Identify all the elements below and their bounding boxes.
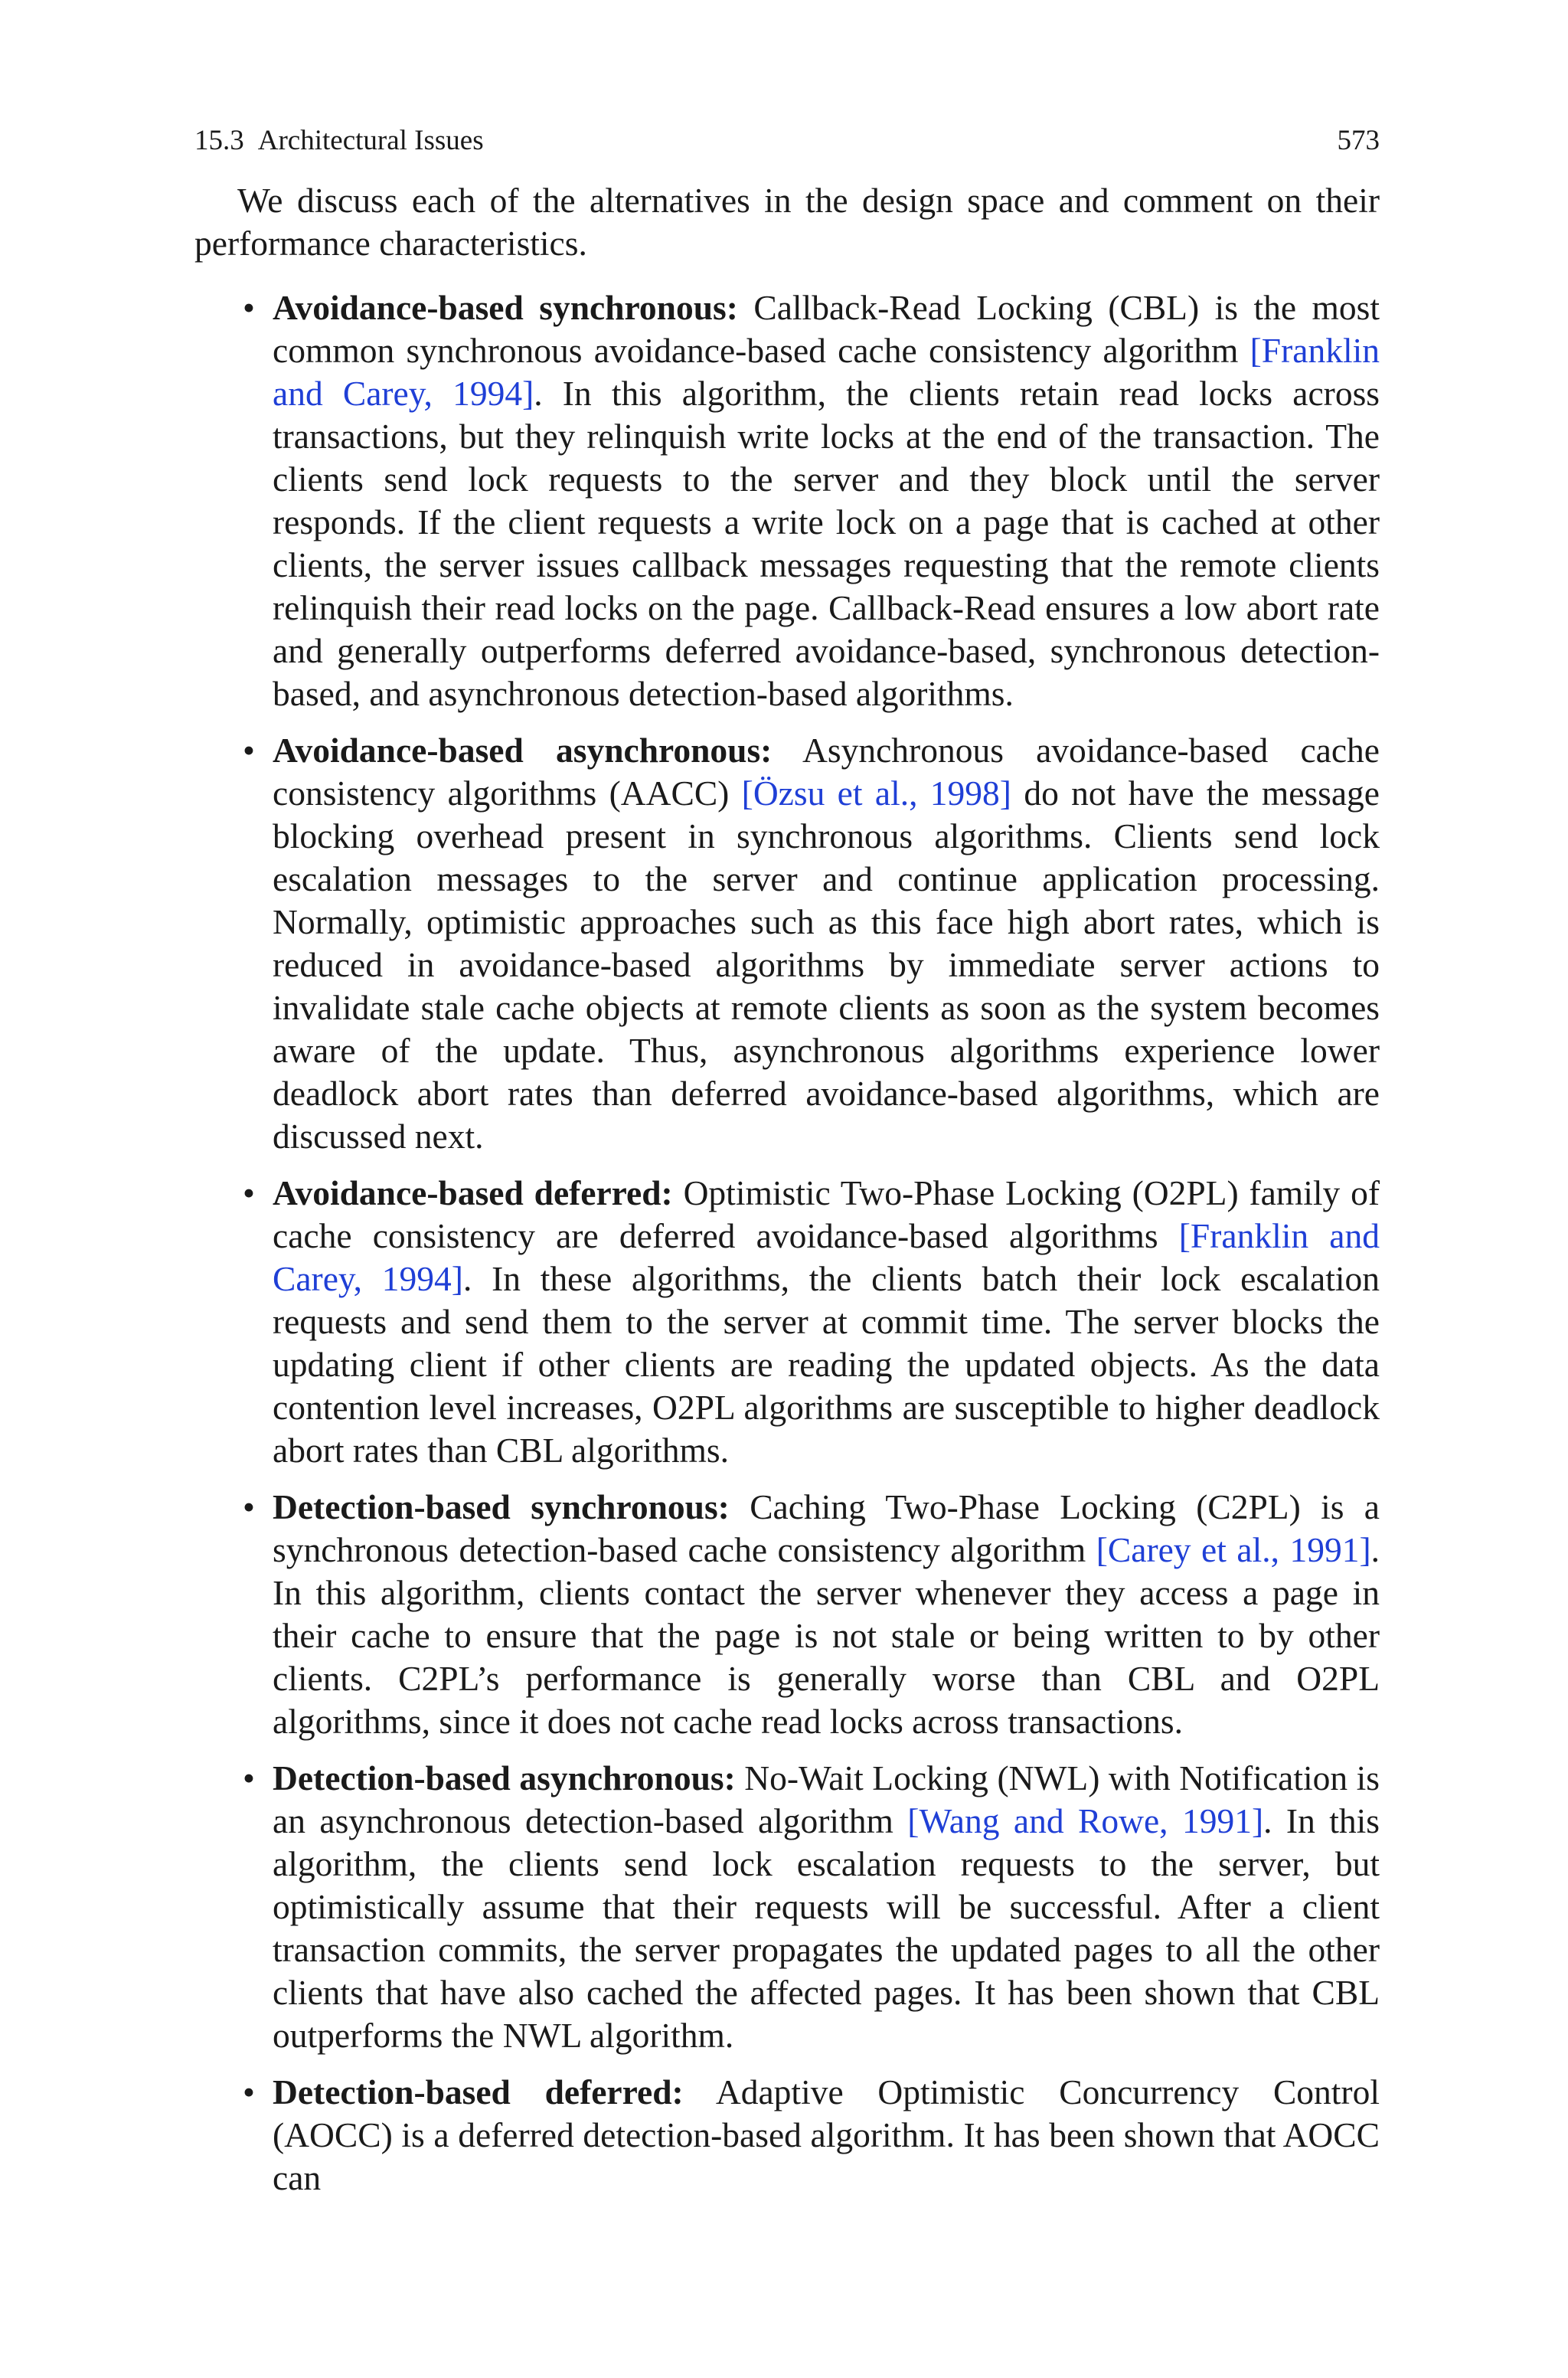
page-number: 573	[1337, 125, 1380, 156]
list-item-avoidance-synchronous	[194, 286, 1380, 715]
book-page	[194, 123, 1380, 2213]
section-number: 15.3	[194, 125, 244, 156]
item-text: No-Wait Locking (NWL) with Notification is an asynchronous detection-based algorithm	[273, 1758, 1380, 1840]
citation-link[interactable]: [Wang and Rowe, 1991]	[907, 1801, 1264, 1840]
item-term: Detection-based deferred:	[273, 2072, 684, 2111]
citation-link[interactable]: [Carey et al., 1991]	[1096, 1530, 1371, 1569]
item-term: Detection-based synchronous:	[273, 1487, 730, 1526]
section-title: Architectural Issues	[257, 125, 484, 156]
citation-link[interactable]: [Özsu et al., 1998]	[741, 774, 1011, 813]
item-text: Callback-Read Locking (CBL) is the most common synchronous avoidance-based cache consistency algorithm	[273, 288, 1380, 370]
list-item-avoidance-asynchronous	[194, 729, 1380, 1158]
bullet: •	[243, 731, 255, 770]
bullet: •	[243, 1487, 255, 1526]
item-text-continued: . In these algorithms, the clients batch their lock escalation requests and send them to the server at commit time. The server blocks the updating client if other clients are reading the updated objects. As the data contention level increases, O2PL algorithms are susceptible to higher deadlock abort rates than CBL algorithms.	[273, 1259, 1380, 1470]
intro-paragraph: We discuss each of the alternatives in the design space and comment on their performance characteristics.	[194, 181, 1380, 263]
item-text-continued: do not have the message blocking overhead present in synchronous algorithms. Clients send lock escalation messages to the server and continue application processing. Normally, optimistic approaches such as this face high abort rates, which is reduced in avoidance-based algorithms by immediate server actions to invalidate stale cache objects at remote clients as soon as the system becomes aware of the update. Thus, asynchronous algorithms experience lower deadlock abort rates than deferred avoidance-based algorithms, which are discussed next.	[273, 774, 1380, 1156]
bullet: •	[243, 1173, 255, 1212]
design-space-list	[194, 286, 1380, 2200]
item-text-continued: . In this algorithm, clients contact the server whenever they access a page in their cache to ensure that the page is not stale or being written to by other clients. C2PL’s performance is generally worse than CBL and O2PL algorithms, since it does not cache read locks across transactions.	[273, 1530, 1380, 1741]
item-text-continued: . In this algorithm, the clients send lock escalation requests to the server, but optimistically assume that their requests will be successful. After a client transaction commits, the server propagates the updated pages to all the other clients that have also cached the affected pages. It has been shown that CBL outperforms the NWL algorithm.	[273, 1801, 1380, 2055]
item-term: Detection-based asynchronous:	[273, 1758, 736, 1797]
item-text: Optimistic Two-Phase Locking (O2PL) family of cache consistency are deferred avoidance-based algorithms	[273, 1173, 1380, 1255]
item-term: Avoidance-based deferred:	[273, 1173, 673, 1212]
item-text: Asynchronous avoidance-based cache consistency algorithms (AACC)	[273, 731, 1380, 813]
item-text: Caching Two-Phase Locking (C2PL) is a synchronous detection-based cache consistency algorithm	[273, 1487, 1380, 1569]
item-text-continued: . In this algorithm, the clients retain read locks across transactions, but they relinquish write locks at the end of the transaction. The clients send lock requests to the server and they block until the server responds. If the client requests a write lock on a page that is cached at other clients, the server issues callback messages requesting that the remote clients relinquish their read locks on the page. Callback-Read ensures a low abort rate and generally outperforms deferred avoidance-based, synchronous detection-based, and asynchronous detection-based algorithms.	[273, 374, 1380, 713]
running-head-section	[194, 123, 484, 159]
citation-link[interactable]: [Franklin and Carey, 1994]	[273, 1216, 1380, 1298]
bullet: •	[243, 1758, 255, 1797]
bullet: •	[243, 288, 255, 327]
bullet: •	[243, 2072, 255, 2111]
list-item-detection-asynchronous	[194, 1757, 1380, 2057]
item-text: Adaptive Optimistic Concurrency Control (AOCC) is a deferred detection-based algorithm. It has been shown that AOCC can	[273, 2072, 1380, 2197]
list-item-detection-deferred	[194, 2071, 1380, 2200]
item-term: Avoidance-based asynchronous:	[273, 731, 773, 770]
running-head	[194, 123, 1380, 159]
list-item-detection-synchronous	[194, 1486, 1380, 1743]
citation-link[interactable]: [Franklin and Carey, 1994]	[273, 331, 1380, 413]
list-item-avoidance-deferred	[194, 1172, 1380, 1472]
item-term: Avoidance-based synchronous:	[273, 288, 738, 327]
